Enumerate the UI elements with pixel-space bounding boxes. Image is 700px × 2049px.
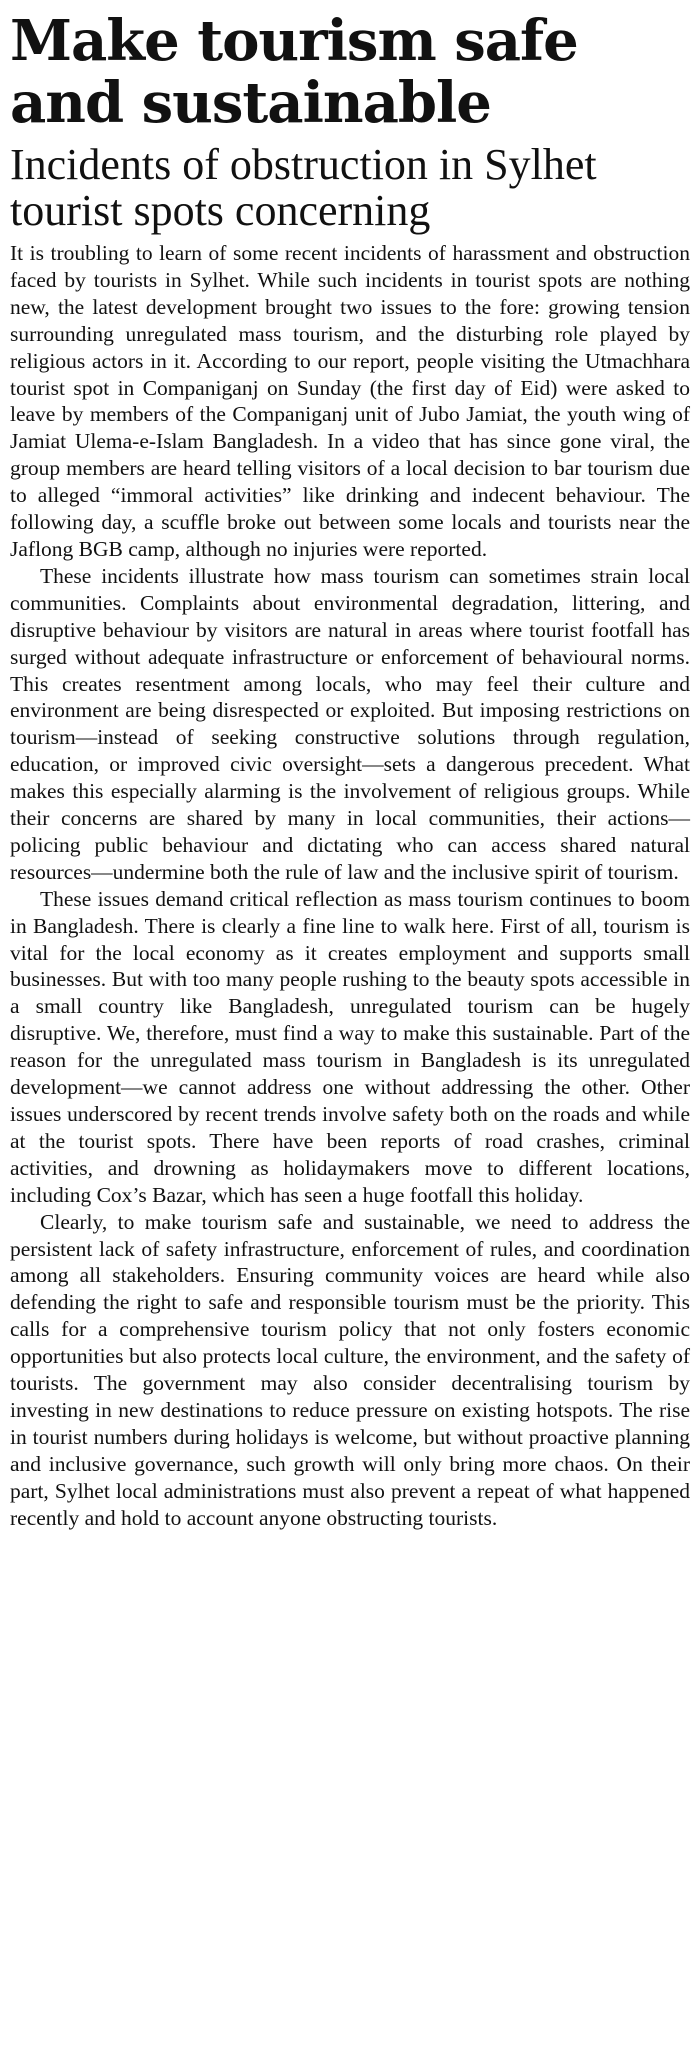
body-paragraph-3: These issues demand critical reflection as mass tourism continues to boom in Bangladesh. There is clearly a fine line to walk here. First of all, tourism is vital for the local economy as it creates employment and supports small businesses. But with too many people rushing to the beauty spots accessible in a small country like Bangladesh, unregulated tourism can be hugely disruptive. We, therefore, must find a way to make this sustainable. Part of the reason for the unregulated mass tourism in Bangladesh is its unregulated development—we cannot address one without addressing the other. Other issues underscored by recent trends involve safety both on the roads and while at the tourist spots. There have been reports of road crashes, criminal activities, and drowning as holidaymakers move to different locations, including Cox’s Bazar, which has seen a huge footfall this holiday. [10, 886, 690, 1207]
body-paragraph-2: These incidents illustrate how mass tourism can sometimes strain local communities. Complaints about environmental degradation, littering, and disruptive behaviour by visitors are natural in areas where tourist footfall has surged without adequate infrastructure or enforcement of behavioural norms. This creates resentment among locals, who may feel their culture and environment are being disrespected or exploited. But imposing restrictions on tourism—instead of seeking constructive solutions through regulation, education, or improved civic oversight—sets a dangerous precedent. What makes this especially alarming is the involvement of religious groups. While their concerns are shared by many in local communities, their actions—policing public behaviour and dictating who can access shared natural resources—undermine both the rule of law and the inclusive spirit of tourism. [10, 563, 690, 884]
subheadline: Incidents of obstruction in Sylhet tourist spots concerning [10, 140, 597, 235]
body-paragraph-4: Clearly, to make tourism safe and sustainable, we need to address the persistent lack of safety infrastructure, enforcement of rules, and coordination among all stakeholders. Ensuring community voices are heard while also defending the right to safe and responsible tourism must be the priority. This calls for a comprehensive tourism policy that not only fosters economic opportunities but also protects local culture, the environment, and the safety of tourists. The government may also consider decentralising tourism by investing in new destinations to reduce pressure on existing hotspots. The rise in tourist numbers during holidays is welcome, but without proactive planning and inclusive governance, such growth will only bring more chaos. On their part, Sylhet local administrations must also prevent a repeat of what happened recently and hold to account anyone obstructing tourists. [10, 1209, 690, 1530]
body-paragraph-1: It is troubling to learn of some recent incidents of harassment and obstruction faced by tourists in Sylhet. While such incidents in tourist spots are nothing new, the latest development brought two issues to the fore: growing tension surrounding unregulated mass tourism, and the disturbing role played by religious actors in it. According to our report, people visiting the Utmachhara tourist spot in Companiganj on Sunday (the first day of Eid) were asked to leave by members of the Companiganj unit of Jubo Jamiat, the youth wing of Jamiat Ulema-e-Islam Bangladesh. In a video that has since gone viral, the group members are heard telling visitors of a local decision to bar tourism due to alleged “immoral activities” like drinking and indecent behaviour. The following day, a scuffle broke out between some locals and tourists near the Jaflong BGB camp, although no injuries were reported. [10, 241, 690, 561]
headline: Make tourism safe and sustainable [10, 8, 578, 136]
article-body [10, 240, 690, 1532]
